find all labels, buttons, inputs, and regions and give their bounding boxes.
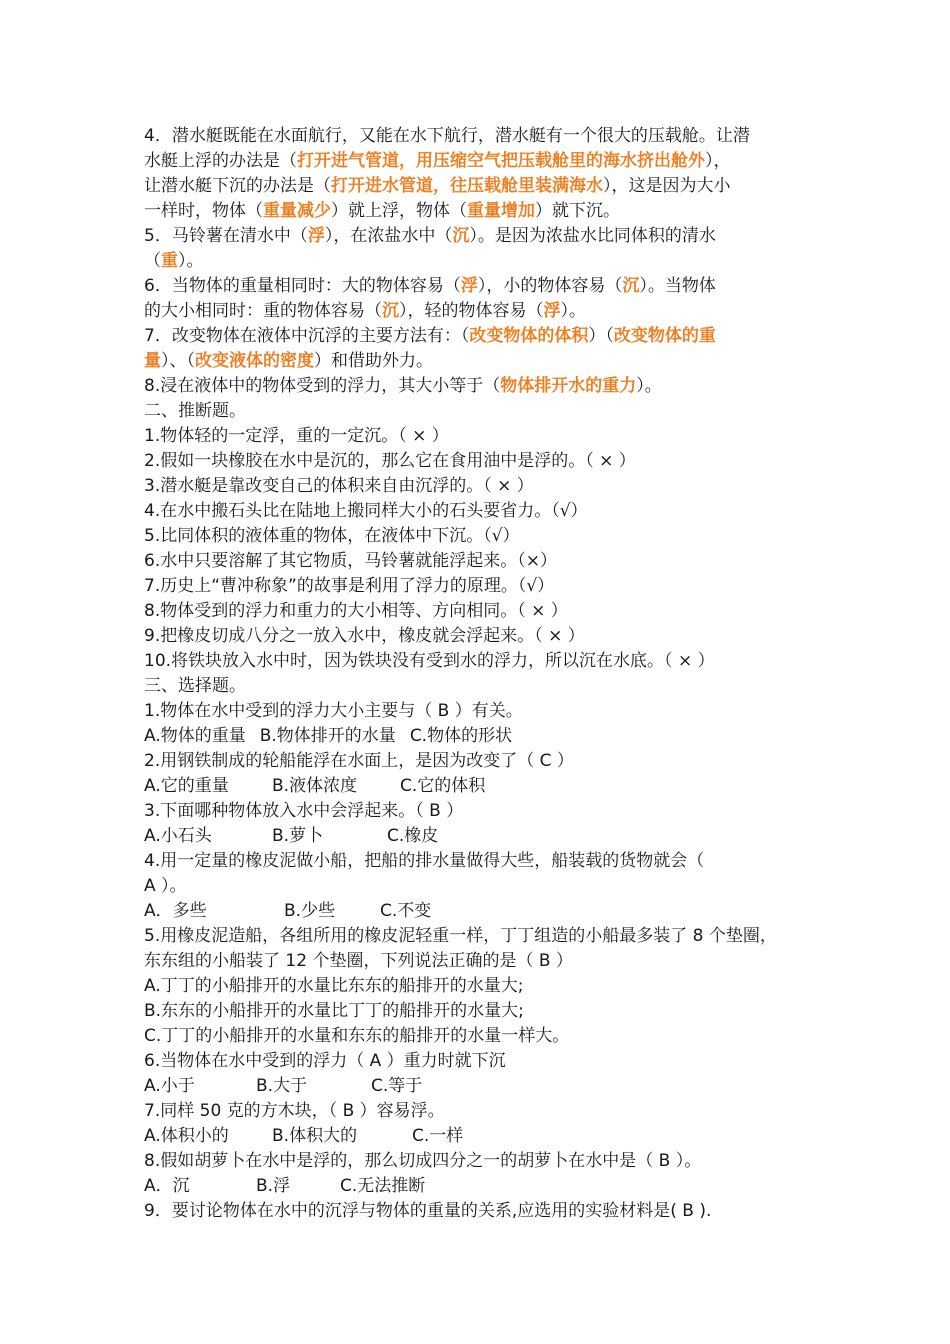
option-b: B.浮 (256, 1176, 291, 1196)
option-a: A.它的重量 (144, 776, 229, 796)
answer-text: 浮 (460, 276, 478, 296)
judgment-item: 7.历史上“曹冲称象”的故事是利用了浮力的原理。（√） (144, 576, 555, 596)
question-text: 6．当物体的重量相同时：大的物体容易（ (144, 276, 461, 296)
choice-q6-stem: 6.当物体在水中受到的浮力（ A ）重力时就下沉 (144, 1051, 506, 1071)
fill-q8-line1 (144, 374, 844, 399)
question-text: ），在浓盐水中（ (324, 226, 453, 246)
option-a: A.物体的重量 (144, 726, 246, 746)
answer-text: 物体排开水的重力 (500, 376, 637, 396)
fill-q5-line1 (144, 224, 844, 249)
fill-q7-line1 (144, 324, 844, 349)
choice-q1-options (144, 724, 844, 749)
choice-q2-stem: 2.用钢铁制成的轮船能浮在水面上，是因为改变了（ C ） (144, 751, 574, 771)
choice-q1-stem: 1.物体在水中受到的浮力大小主要与（ B ）有关。 (144, 701, 523, 721)
answer-text: 重 (161, 251, 178, 271)
answer-text: 改变物体的体积 (469, 326, 589, 346)
question-text: 水艇上浮的办法是（ (144, 151, 297, 171)
question-text: ），小的物体容易（ (477, 276, 623, 296)
question-text: 7．改变物体在液体中沉浮的主要方法有：（ (144, 326, 470, 346)
judgment-item: 3.潜水艇是靠改变自己的体积来自由沉浮的。（ × ） (144, 476, 534, 496)
judgment-item: 9.把橡皮切成八分之一放入水中，橡皮就会浮起来。（ × ） (144, 626, 585, 646)
choice-q4-stem-line2: A ）。 (144, 876, 187, 896)
choice-q3-options (144, 824, 844, 849)
option-c: C.丁丁的小船排开的水量和东东的船排开的水量一样大。 (144, 1026, 570, 1046)
judgment-item: 2.假如一块橡胶在水中是沉的，那么它在食用油中是浮的。（ × ） (144, 451, 636, 471)
option-a: A.丁丁的小船排开的水量比东东的船排开的水量大; (144, 976, 524, 996)
question-text: ）。当物体 (639, 276, 716, 296)
question-text: （ (144, 251, 161, 271)
judgment-item: 5.比同体积的液体重的物体，在液体中下沉。（√） (144, 526, 520, 546)
question-text: 让潜水艇下沉的办法是（ (144, 176, 331, 196)
judgment-item: 4.在水中搬石头比在陆地上搬同样大小的石头要省力。（√） (144, 501, 588, 521)
choice-q2-options (144, 774, 844, 799)
question-text: ），轻的物体容易（ (399, 301, 544, 321)
question-text: 一样时，物体（ (144, 201, 263, 221)
worksheet-page (144, 124, 844, 1224)
option-b: B.少些 (284, 901, 336, 921)
judgment-item: 8.物体受到的浮力和重力的大小相等、方向相同。（ × ） (144, 601, 568, 621)
question-text: ）、（ (161, 351, 195, 371)
option-c: C.它的体积 (400, 776, 486, 796)
fill-q5-line2 (144, 249, 844, 274)
fill-q4-line3 (144, 174, 844, 199)
answer-text: 量 (144, 351, 161, 371)
choice-q4-stem-line1: 4.用一定量的橡皮泥做小船，把船的排水量做得大些，船装载的货物就会（ (144, 851, 705, 871)
question-text: ）和借助外力。 (314, 351, 433, 371)
answer-text: 重量增加 (467, 201, 535, 221)
answer-text: 打开进水管道，往压载舱里装满海水 (331, 176, 603, 196)
option-b: B.液体浓度 (272, 776, 358, 796)
option-c: C.等于 (371, 1076, 423, 1096)
question-text: ）。是因为浓盐水比同体积的清水 (469, 226, 716, 246)
question-text: ）（ (588, 326, 614, 346)
choice-q6-options (144, 1074, 844, 1099)
option-a: A.体积小的 (144, 1126, 229, 1146)
option-b: B.大于 (256, 1076, 308, 1096)
answer-text: 沉 (622, 276, 640, 296)
answer-text: 浮 (307, 226, 325, 246)
option-b: B.物体排开的水量 (259, 726, 396, 746)
judgment-item: 6.水中只要溶解了其它物质，马铃薯就能浮起来。（×） (144, 551, 557, 571)
question-text: 8.浸在液体中的物体受到的浮力，其大小等于（ (144, 376, 501, 396)
question-text: 的大小相同时：重的物体容易（ (144, 301, 382, 321)
choice-q4-options (144, 899, 844, 924)
option-b: B.东东的小船排开的水量比丁丁的船排开的水量大; (144, 1001, 524, 1021)
option-c: C.橡皮 (387, 826, 439, 846)
fill-q6-line2 (144, 299, 844, 324)
answer-text: 打开进气管道，用压缩空气把压载舱里的海水挤出舱外 (297, 151, 705, 171)
option-a: A．多些 (144, 901, 207, 921)
answer-text: 改变物体的重 (613, 326, 716, 346)
question-text: ）就上浮，物体（ (331, 201, 467, 221)
answer-text: 沉 (452, 226, 470, 246)
question-text: ）， (705, 151, 731, 171)
fill-q4-line2 (144, 149, 844, 174)
choice-q7-options (144, 1124, 844, 1149)
option-c: C.一样 (412, 1126, 464, 1146)
judgment-item: 1.物体轻的一定浮，重的一定沉。（ × ） (144, 426, 449, 446)
question-text: ）就下沉。 (535, 201, 620, 221)
fill-q6-line1 (144, 274, 844, 299)
fill-q4-line1 (144, 124, 844, 149)
option-b: B.萝卜 (272, 826, 324, 846)
option-a: A．沉 (144, 1176, 190, 1196)
question-text: ）。 (178, 251, 204, 271)
choice-q7-stem: 7.同样 50 克的方木块，（ B ）容易浮。 (144, 1101, 445, 1121)
question-text: 4．潜水艇既能在水面航行，又能在水下航行，潜水艇有一个很大的压载舱。让潜 (144, 126, 750, 146)
option-c: C.物体的形状 (409, 726, 513, 746)
choice-q3-stem: 3.下面哪种物体放入水中会浮起来。（ B ） (144, 801, 464, 821)
option-a: A.小石头 (144, 826, 212, 846)
choice-q8-options (144, 1174, 844, 1199)
fill-q4-line4 (144, 199, 844, 224)
choice-q5-stem-line1: 5.用橡皮泥造船，各组所用的橡皮泥轻重一样，丁丁组造的小船最多装了 8 个垫圈， (144, 926, 777, 946)
fill-q7-line2 (144, 349, 844, 374)
answer-text: 重量减少 (263, 201, 331, 221)
answer-text: 改变液体的密度 (195, 351, 314, 371)
answer-text: 沉 (382, 301, 399, 321)
choice-q5-stem-line2: 东东组的小船装了 12 个垫圈，下列说法正确的是（ B ） (144, 951, 573, 971)
option-c: C.不变 (380, 901, 432, 921)
option-a: A.小于 (144, 1076, 195, 1096)
answer-text: 浮 (543, 301, 561, 321)
option-b: B.体积大的 (272, 1126, 358, 1146)
section-heading-judgment: 二、推断题。 (144, 401, 246, 421)
question-text: ）。 (560, 301, 586, 321)
question-text: ），这是因为大小 (603, 176, 731, 196)
question-text: 5．马铃薯在清水中（ (144, 226, 308, 246)
judgment-item: 10.将铁块放入水中时，因为铁块没有受到水的浮力，所以沉在水底。（ × ） (144, 651, 715, 671)
question-text: ）。 (636, 376, 662, 396)
choice-q8-stem: 8.假如胡萝卜在水中是浮的，那么切成四分之一的胡萝卜在水中是（ B ）。 (144, 1151, 702, 1171)
choice-q9-stem: 9．要讨论物体在水中的沉浮与物体的重量的关系,应选用的实验材料是( B ). (144, 1201, 712, 1221)
section-heading-choice: 三、选择题。 (144, 676, 246, 696)
option-c: C.无法推断 (340, 1176, 426, 1196)
